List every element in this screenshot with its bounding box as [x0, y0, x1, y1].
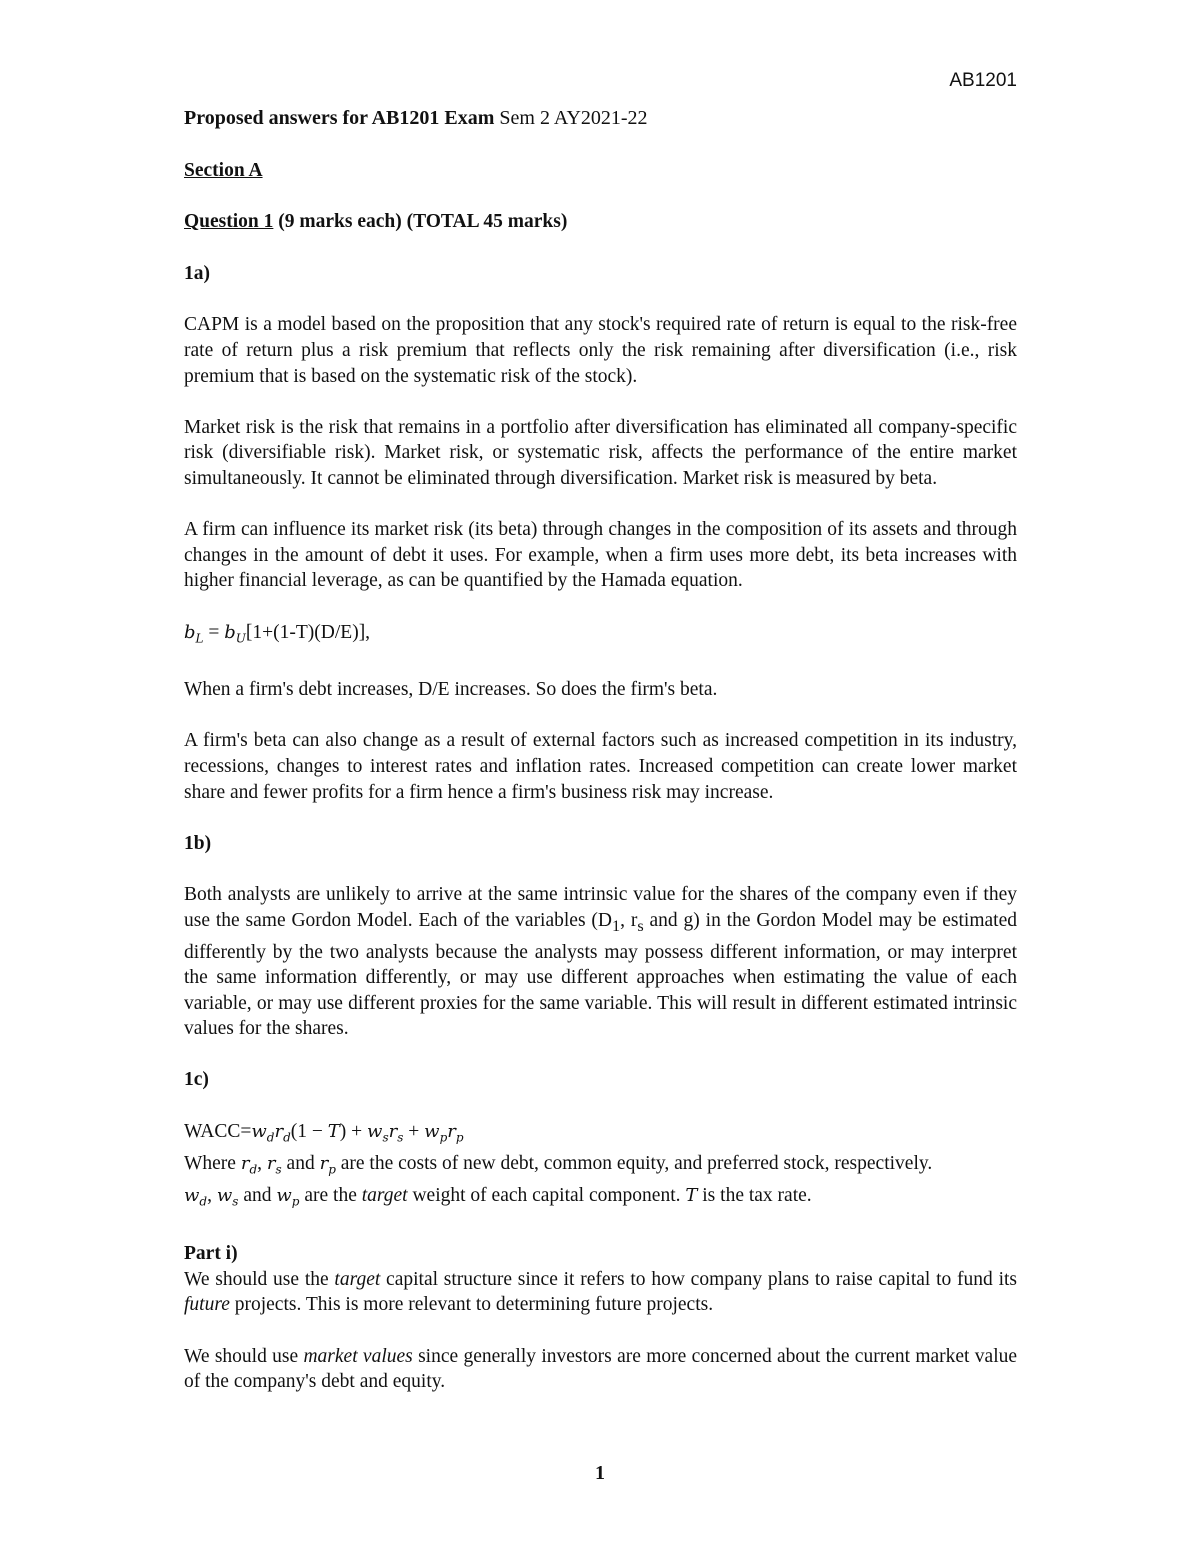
where-text-1: Where — [184, 1153, 241, 1175]
q1b-text-1: Both analysts are unlikely to arrive at the same intrinsic value for the shares of the company even if they use the same Gordon Model. Each of the variables (D — [184, 884, 1017, 932]
q1a-paragraph-external-factors: A firm's beta can also change as a result of external factors such as increased competition in its industry, recessions, changes to interest rates and inflation rates. Increased competition can create lower market share and fewer profits for a firm hence a firm's business risk may increase. — [184, 730, 1017, 803]
part-i-paragraph-target — [184, 1267, 1017, 1318]
weights-text-3: weight of each capital component. — [407, 1185, 686, 1207]
page-number: 1 — [595, 1462, 605, 1484]
q1b-paragraph — [184, 882, 1017, 1041]
hamada-equation: $b_L = b_U[1+(1-T)(D/E)]$, — [184, 621, 371, 646]
part-i-target: target — [334, 1268, 381, 1290]
part-i-paragraph-market-values — [184, 1344, 1017, 1395]
document-body — [184, 106, 1017, 1420]
weights-target: target — [361, 1185, 408, 1207]
wacc-weights-line: $w_d$, $w_s$ and $w_p$ are the target weight of each capital component. T is the tax rate. — [184, 1185, 812, 1210]
question-label: Question 1 — [184, 211, 274, 233]
where-and: and — [281, 1153, 320, 1175]
weights-and: and — [238, 1185, 277, 1207]
q1a-paragraph-firm-influence: A firm can influence its market risk (its beta) through changes in the composition of its assets and through changes in the amount of debt it uses. For example, when a firm uses more debt, its beta increases with higher financial leverage, as can be quantified by the Hamada equation. — [184, 519, 1017, 592]
weights-text-2: are the — [299, 1185, 362, 1207]
q1b-sub-2: s — [637, 916, 644, 935]
q1a-heading: 1a) — [184, 262, 210, 284]
course-code-header: AB1201 — [949, 70, 1017, 91]
q1b-text-2: , r — [620, 910, 638, 932]
section-heading: Section A — [184, 159, 263, 181]
q1b-heading: 1b) — [184, 832, 212, 854]
q1c-heading: 1c) — [184, 1069, 209, 1091]
part-i-text-2: capital structure since it refers to how company plans to raise capital to fund its — [380, 1268, 1017, 1290]
part-i-text-4: We should use — [184, 1345, 304, 1367]
part-i-text-5: since generally investors are more concerned about the current market value of the company's debt and equity. — [184, 1345, 1018, 1393]
q1a-paragraph-market-risk: Market risk is the risk that remains in a portfolio after diversification has eliminated all company-specific risk (diversifiable risk). Market risk, or systematic risk, affects the performance of the entire market simultaneously. It cannot be eliminated through diversification. Market risk is measured by beta. — [184, 416, 1017, 489]
part-i-text-3: projects. This is more relevant to determining future projects. — [229, 1294, 714, 1316]
q1a-paragraph-capm: CAPM is a model based on the proposition that any stock's required rate of return is equal to the risk-free rate of return plus a risk premium that reflects only the risk remaining after diversification (i.e., risk premium that is based on the systematic risk of the stock). — [184, 314, 1017, 387]
wacc-where-line: Where $r_d$, $r_s$ and $r_p$ are the costs of new debt, common equity, and preferred stock, respectively. — [184, 1153, 933, 1177]
document-title — [184, 106, 1017, 132]
weights-text-4: is the tax rate. — [697, 1185, 812, 1207]
question-heading — [184, 209, 1017, 235]
q1a-paragraph-debt: When a firm's debt increases, D/E increases. So does the firm's beta. — [184, 679, 718, 701]
hamada-equation-rest: [1+(1-T)(D/E)], — [245, 621, 371, 643]
part-i-text-1: We should use the — [184, 1268, 335, 1290]
q1b-text-3: and g) in the Gordon Model may be estimated differently by the two analysts because the analysts may possess different information, or may interpret the same information differently, or may use different approaches when estimating the value of each variable, or may use different proxies for the same variable. This will result in different estimated intrinsic values for the shares. — [184, 910, 1017, 1040]
question-marks: (9 marks each) (TOTAL 45 marks) — [273, 211, 568, 233]
part-i-future: future — [184, 1294, 230, 1316]
wacc-prefix: WACC= — [184, 1121, 252, 1143]
q1b-sub-1: 1 — [611, 916, 621, 935]
part-i-market-values: market values — [303, 1345, 413, 1367]
title-rest: Sem 2 AY2021-22 — [494, 107, 648, 129]
wacc-formula: $WACC=w_dr_d(1 - T) + w_sr_s + w_pr_p$ — [184, 1121, 464, 1145]
part-i-heading: Part i) — [184, 1243, 238, 1265]
title-bold: Proposed answers for AB1201 Exam — [184, 107, 495, 129]
where-text-2: are the costs of new debt, common equity, and preferred stock, respectively. — [335, 1153, 933, 1175]
